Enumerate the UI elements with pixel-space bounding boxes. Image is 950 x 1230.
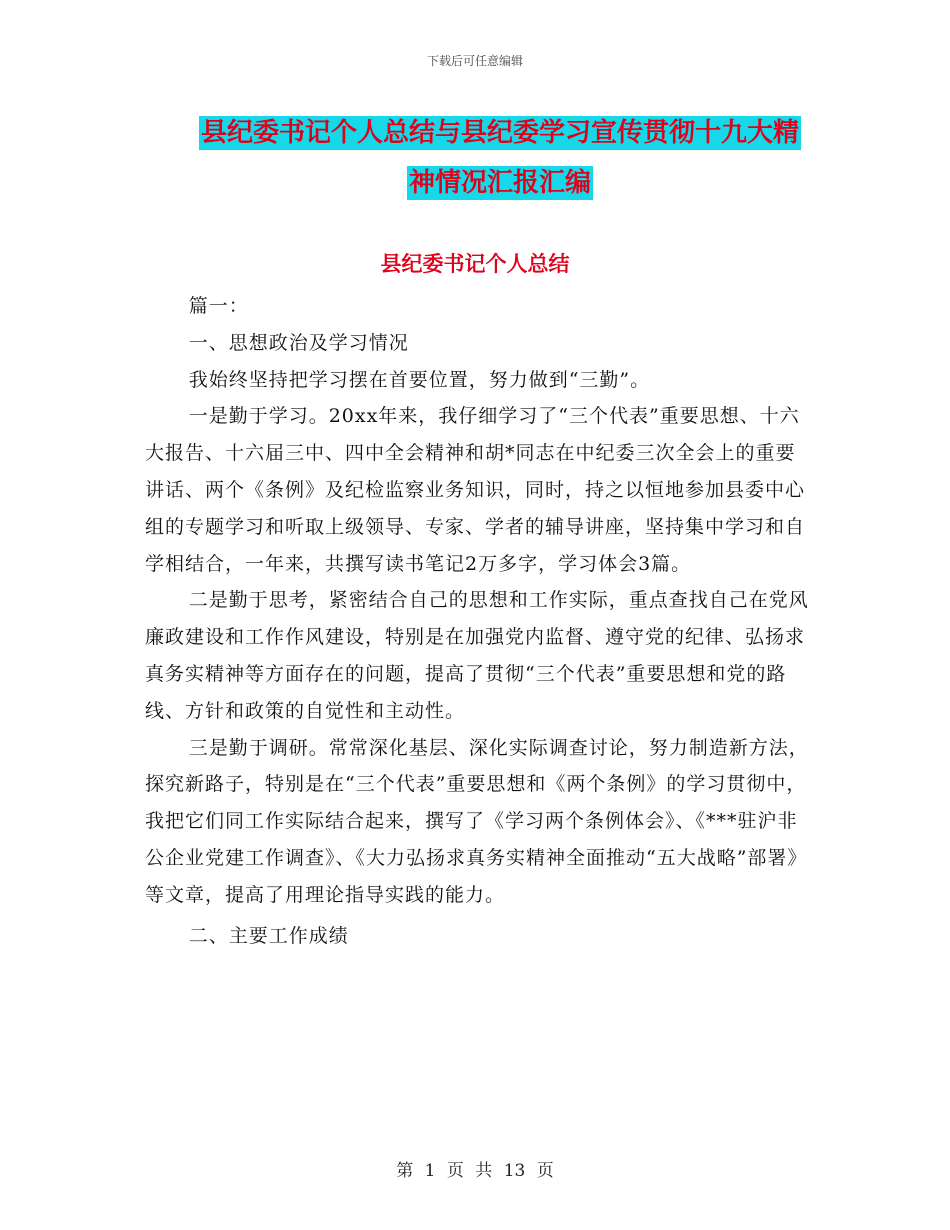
paragraph-part-label: 篇一： — [188, 295, 249, 317]
body-text — [145, 288, 815, 954]
page-footer: 第 1 页 共 13 页 — [396, 1161, 554, 1181]
section-title: 县纪委书记个人总结 — [380, 252, 570, 276]
paragraph-heading-1: 一、思想政治及学习情况 — [188, 331, 409, 354]
document-title — [150, 108, 850, 208]
paragraph-study: 一是勤于学习。20xx年来，我仔细学习了“三个代表”重要思想、十六大报告、十六届三中、四中全会精神和胡*同志在中纪委三次全会上的重要讲话、两个《条例》及纪检监察业务知识，同时，持之以恒地参加县委中心组的专题学习和听取上级领导、专家、学者的辅导讲座，坚持集中学习和自学相结合，一年来，共撰写读书笔记2万多字，学习体会3篇。 — [145, 405, 806, 575]
title-line-1: 县纪委书记个人总结与县纪委学习宣传贯彻十九大精 — [200, 118, 799, 148]
paragraph-intro: 我始终坚持把学习摆在首要位置，努力做到“三勤”。 — [188, 368, 651, 391]
title-line-2: 神情况汇报汇编 — [408, 168, 591, 198]
paragraph-research: 三是勤于调研。常常深化基层、深化实际调查讨论，努力制造新方法，探究新路子，特别是在“三个代表”重要思想和《两个条例》的学习贯彻中，我把它们同工作实际结合起来，撰写了《学习两个条例体会》、《***驻沪非公企业党建工作调查》、《大力弘扬求真务实精神全面推动“五大战略”部署》等文章，提高了用理论指导实践的能力。 — [145, 736, 809, 906]
paragraph-heading-2: 二、主要工作成绩 — [188, 924, 349, 947]
paragraph-thinking: 二是勤于思考，紧密结合自己的思想和工作实际，重点查找自己在党风廉政建设和工作作风建设，特别是在加强党内监督、遵守党的纪律、弘扬求真务实精神等方面存在的问题，提高了贯彻“三个代表”重要思想和党的路线、方针和政策的自觉性和主动性。 — [145, 589, 809, 722]
header-note: 下载后可任意编辑 — [426, 54, 523, 68]
